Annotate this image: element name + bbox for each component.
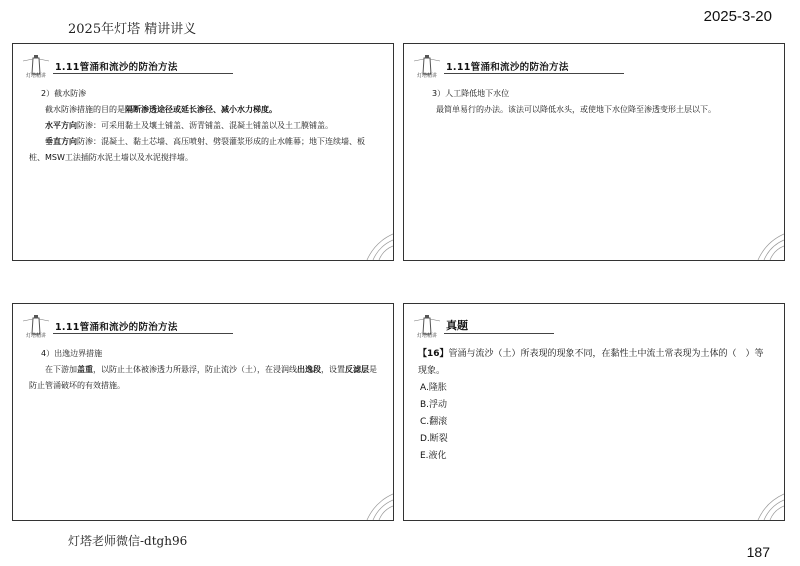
paragraph-2: 水平方向防渗：可采用黏土及壤土铺盖、沥青铺盖、混凝土铺盖以及土工膜铺盖。 (45, 121, 333, 130)
logo-text: 灯塔精讲 (416, 333, 437, 339)
slide-2 (403, 43, 785, 261)
page-number: 187 (746, 544, 770, 560)
logo-text: 灯塔精讲 (25, 333, 46, 339)
question-block (418, 346, 770, 465)
section-heading: 4）出逸边界措施 (41, 349, 103, 358)
paragraph-1: 最简单易行的办法。该法可以降低水头，或使地下水位降至渗透变形土层以下。 (436, 105, 716, 114)
slide-title: 1.11管涌和流沙的防治方法 (55, 62, 178, 73)
slide-title: 真题 (446, 319, 468, 332)
slide-4 (403, 303, 785, 521)
question-text: 【16】管涌与流沙（土）所表现的现象不同，在黏性土中流土常表现为土体的（ ）等现象。 (418, 349, 764, 376)
slide-1 (12, 43, 394, 261)
slide-body (29, 86, 379, 166)
page-curl-icon (756, 232, 784, 260)
option-a: A.隆胀 (420, 383, 447, 393)
title-underline (53, 333, 233, 334)
option-e: E.液化 (420, 451, 447, 461)
page-curl-icon (365, 232, 393, 260)
header-title: 2025年灯塔 精讲讲义 (68, 22, 197, 37)
option-b: B.浮动 (420, 400, 448, 410)
slide-title: 1.11管涌和流沙的防治方法 (446, 62, 569, 73)
option-d: D.断裂 (420, 434, 448, 444)
paragraph-3: 垂直方向防渗：混凝土、黏土芯墙、高压喷射、劈裂灌浆形成的止水帷幕；地下连续墙、板桩、MSW工法插防水泥土墙以及水泥搅拌墙。 (29, 137, 365, 162)
lighthouse-logo-icon (19, 312, 53, 346)
title-underline (444, 73, 624, 74)
lighthouse-logo-icon (410, 312, 444, 346)
section-heading: 3）人工降低地下水位 (432, 89, 510, 98)
slide-3 (12, 303, 394, 521)
paragraph-1: 在下游加盖重，以防止土体被渗透力所悬浮，防止流沙（土），在浸润线出逸段，设置反滤层是防止管涌破坏的有效措施。 (29, 365, 377, 390)
slide-title: 1.11管涌和流沙的防治方法 (55, 322, 178, 333)
title-underline (444, 333, 554, 334)
page-curl-icon (365, 492, 393, 520)
logo-text: 灯塔精讲 (416, 73, 437, 79)
paragraph-1: 截水防渗措施的目的是隔断渗透途径或延长渗径、减小水力梯度。 (45, 105, 277, 114)
footer-contact: 灯塔老师微信-dtgh96 (68, 534, 188, 548)
logo-text: 灯塔精讲 (25, 73, 46, 79)
page-curl-icon (756, 492, 784, 520)
slide-body (420, 86, 770, 118)
title-underline (53, 73, 233, 74)
header-date: 2025-3-20 (703, 8, 772, 25)
option-c: C.翻滚 (420, 417, 448, 427)
lighthouse-logo-icon (19, 52, 53, 86)
slide-body (29, 346, 379, 394)
lighthouse-logo-icon (410, 52, 444, 86)
section-heading: 2）截水防渗 (41, 89, 87, 98)
